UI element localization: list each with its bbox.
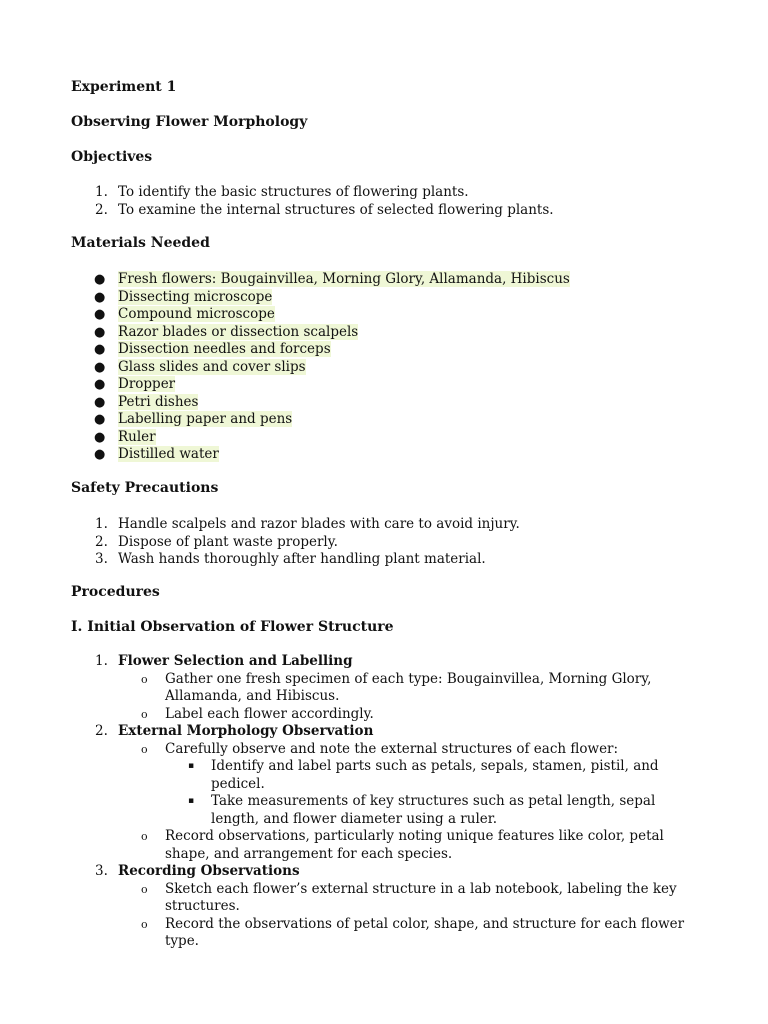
sub-item: o Sketch each flower’s external structure in a lab notebook, labeling the key structures. (141, 880, 677, 914)
procedure-steps (0, 653, 710, 951)
procedures-heading: Procedures (71, 584, 160, 600)
list-item: ● Compound microscope (94, 306, 275, 322)
materials-heading: Materials Needed (71, 235, 210, 251)
safety-heading: Safety Precautions (71, 480, 219, 496)
sub-sub-item: ▪ Identify and label parts such as petals, sepals, stamen, pistil, and pedicel. (188, 758, 659, 792)
list-item: ● Razor blades or dissection scalpels (94, 323, 359, 340)
procedure-step: 3. Recording Observations (95, 863, 300, 879)
list-item: ● Labelling paper and pens (94, 411, 293, 427)
experiment-title: Experiment 1 (71, 79, 177, 95)
step-title: Recording Observations (118, 863, 300, 879)
list-item: 2. Dispose of plant waste properly. (95, 533, 338, 550)
sub-item: o Record observations, particularly noting unique features like color, petal shape, and arrangement for each species. (141, 828, 664, 862)
list-item: ● Dropper (94, 376, 176, 392)
procedure-step: 2. External Morphology Observation (95, 723, 374, 739)
procedure-section-title: I. Initial Observation of Flower Structure (71, 619, 394, 635)
list-item: ● Distilled water (94, 446, 219, 462)
sub-item: o Gather one fresh specimen of each type: Bougainvillea, Morning Glory, Allamanda, and Hibiscus. (141, 670, 652, 704)
list-item: 3. Wash hands thoroughly after handling plant material. (95, 551, 486, 567)
list-item: ● Petri dishes (94, 393, 199, 410)
safety-list (0, 516, 520, 569)
step-title: Flower Selection and Labelling (118, 653, 353, 669)
list-item: 1. Handle scalpels and razor blades with care to avoid injury. (95, 516, 520, 532)
objectives-heading: Objectives (71, 149, 153, 165)
experiment-subtitle: Observing Flower Morphology (71, 114, 308, 130)
sub-item: o Carefully observe and note the external structures of each flower: (141, 740, 619, 757)
list-item: ● Glass slides and cover slips (94, 358, 306, 375)
sub-sub-item: ▪ Take measurements of key structures such as petal length, sepal length, and flower diameter using a ruler. (188, 793, 656, 827)
sub-item: o Label each flower accordingly. (141, 705, 374, 722)
materials-list (0, 271, 570, 464)
list-item: ● Ruler (94, 428, 156, 445)
step-title: External Morphology Observation (118, 723, 374, 739)
objectives-list (0, 184, 554, 219)
list-item: 2. To examine the internal structures of selected flowering plants. (95, 201, 554, 218)
list-item: ● Dissecting microscope (94, 288, 273, 305)
list-item: ● Dissection needles and forceps (94, 341, 331, 357)
list-item: 1. To identify the basic structures of flowering plants. (95, 184, 469, 200)
procedure-step: 1. Flower Selection and Labelling (95, 653, 353, 669)
sub-item: o Record the observations of petal color, shape, and structure for each flower type. (141, 915, 685, 949)
list-item: ● Fresh flowers: Bougainvillea, Morning Glory, Allamanda, Hibiscus (94, 271, 570, 287)
